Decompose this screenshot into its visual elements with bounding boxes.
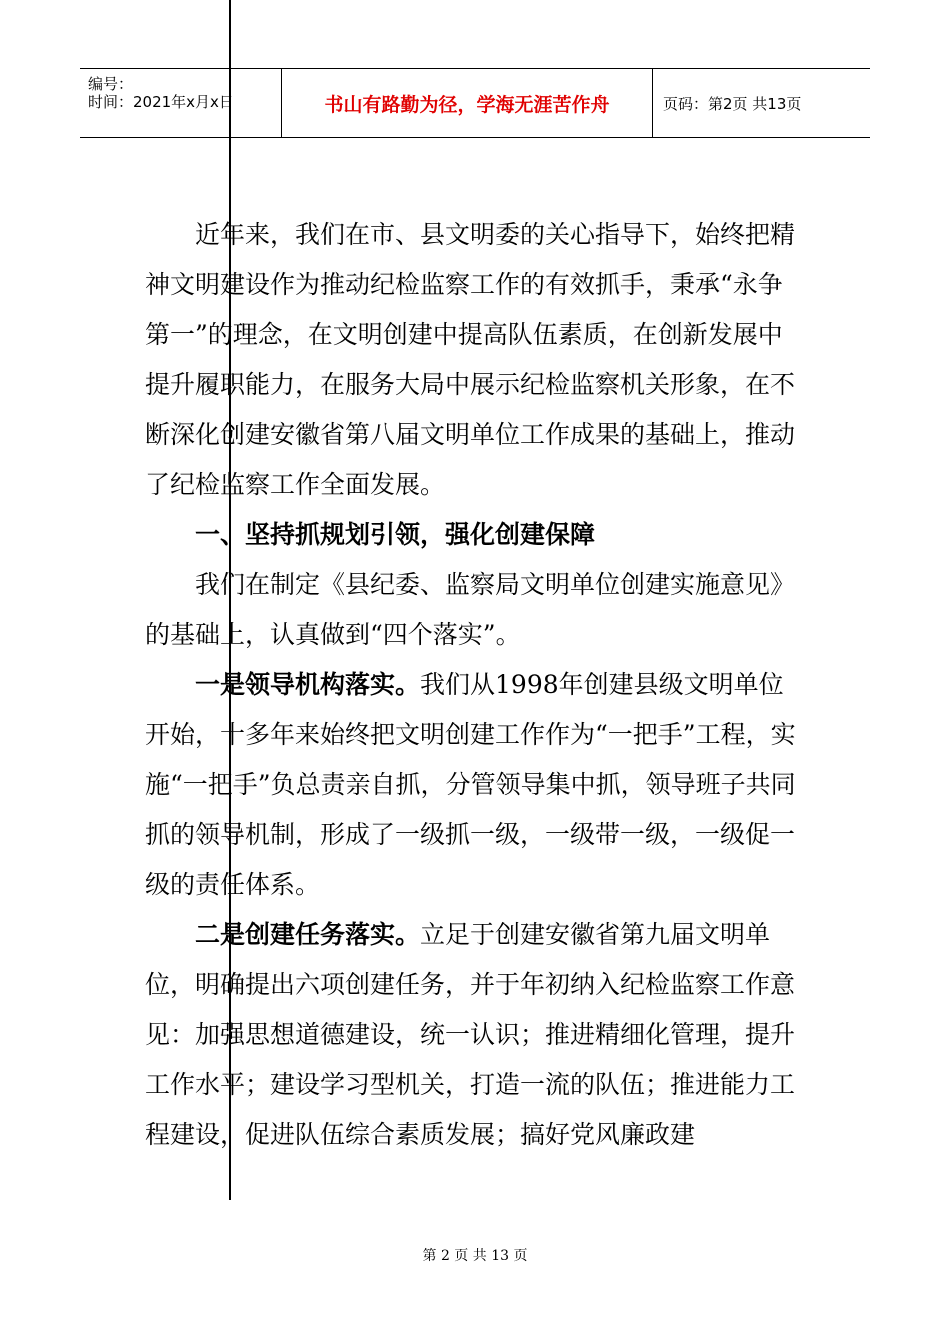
paragraph-leadership (145, 660, 805, 910)
header-motto: 书山有路勤为径，学海无涯苦作舟 (281, 69, 653, 137)
header-meta (80, 69, 281, 137)
paragraph-tasks-text: 立足于创建安徽省第九届文明单位，明确提出六项创建任务，并于年初纳入纪检监察工作意见：加强思想道德建设，统一认识；推进精细化管理，提升工作水平；建设学习型机关，打造一流的队伍；推进能力工程建设，促进队伍综合素质发展；搞好党风廉政建 (145, 920, 796, 1149)
paragraph-tasks (145, 910, 805, 1160)
page-footer: 第 2 页 共 13 页 (422, 1248, 528, 1264)
section-heading: 一、坚持抓规划引领，强化创建保障 (195, 520, 596, 549)
number-label: 编号： (88, 75, 134, 93)
document-body (145, 210, 805, 1160)
paragraph-intro: 近年来，我们在市、县文明委的关心指导下，始终把精神文明建设作为推动纪检监察工作的有效抓手，秉承“永争第一”的理念，在文明创建中提高队伍素质，在创新发展中提升履职能力，在服务大局中展示纪检监察机关形象，在不断深化创建安徽省第八届文明单位工作成果的基础上，推动了纪检监察工作全面发展。 (145, 220, 796, 499)
paragraph-leadership-lead: 一是领导机构落实。 (195, 670, 421, 699)
paragraph-tasks-lead: 二是创建任务落实。 (195, 920, 421, 949)
date-label: 时间：2021年x月x日 (88, 93, 234, 111)
page-header (80, 68, 870, 138)
paragraph-leadership-text: 我们从1998年创建县级文明单位开始，十多年来始终把文明创建工作作为“一把手”工程，实施“一把手”负总责亲自抓，分管领导集中抓，领导班子共同抓的领导机制，形成了一级抓一级，一级带一级，一级促一级的责任体系。 (145, 670, 796, 899)
header-page-info: 页码：第2页 共13页 (663, 94, 802, 113)
paragraph-plan: 我们在制定《县纪委、监察局文明单位创建实施意见》的基础上，认真做到“四个落实”。 (145, 570, 796, 649)
